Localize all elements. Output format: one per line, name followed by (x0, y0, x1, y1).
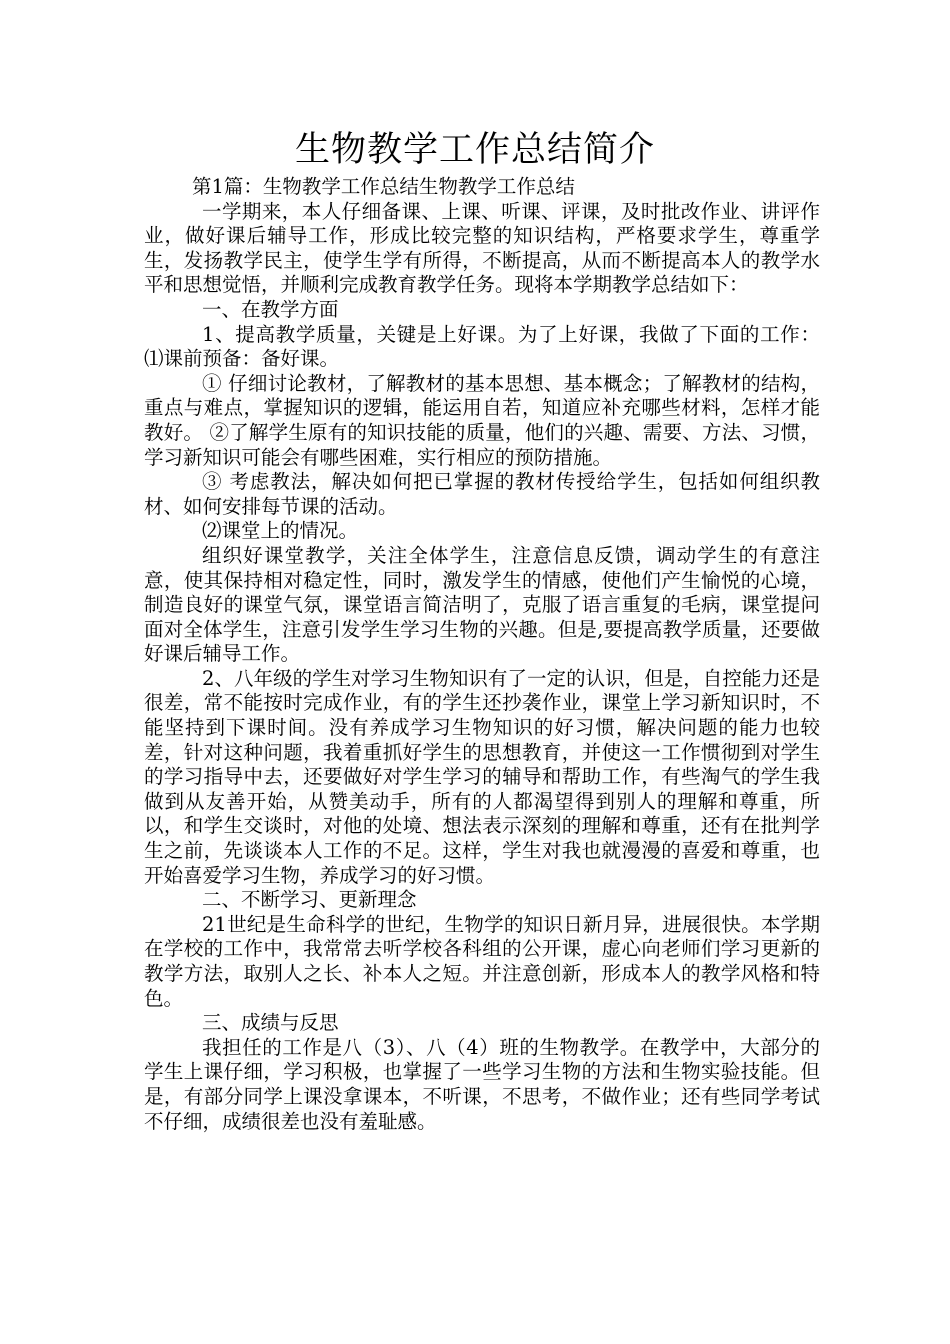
paragraph-classroom-heading: ⑵课堂上的情况。 (202, 519, 359, 543)
paragraph-intro: 一学期来，本人仔细备课、上课、听课、评课，及时批改作业、讲评作业，做好课后辅导工作，形成比较完整的知识结构，严格要求学生，尊重学生，发扬教学民主，使学生学有所得，不断提高，从而不断提高本人的教学水平和思想觉悟，并顺利完成教育教学任务。现将本学期教学总结如下： (144, 199, 820, 297)
section-heading-results: 三、成绩与反思 (202, 1011, 339, 1035)
paragraph-prep-3: ③ 考虑教法，解决如何把已掌握的教材传授给学生，包括如何组织教材、如何安排每节课的活动。 (144, 470, 820, 518)
paragraph-subtitle: 第1篇：生物教学工作总结生物教学工作总结 (192, 175, 575, 198)
document-body (144, 175, 820, 1134)
paragraph-item-1: 1、提高教学质量，关键是上好课。为了上好课，我做了下面的工作： ⑴课前预备：备好课。 (144, 322, 820, 371)
paragraph-item-2: 2、八年级的学生对学习生物知识有了一定的认识，但是，自控能力还是很差，常不能按时完成作业，有的学生还抄袭作业，课堂上学习新知识时，不能坚持到下课时间。没有养成学习生物知识的好习惯，解决问题的能力也较差，针对这种问题，我着重抓好学生的思想教育，并使这一工作惯彻到对学生的学习指导中去，还要做好对学生学习的辅导和帮助工作，有些淘气的学生我做到从友善开始，从赞美动手，所有的人都渴望得到别人的理解和尊重，所以，和学生交谈时，对他的处境、想法表示深刻的理解和尊重，还有在批判学生之前，先谈谈本人工作的不足。这样，学生对我也就漫漫的喜爱和尊重，也开始喜爱学习生物，养成学习的好习惯。 (144, 666, 820, 887)
paragraph-classroom: 组织好课堂教学，关注全体学生，注意信息反馈，调动学生的有意注意，使其保持相对稳定性，同时，激发学生的情感，使他们产生愉悦的心境，制造良好的课堂气氛，课堂语言简洁明了，克服了语言重复的毛病，课堂提问面对全体学生，注意引发学生学习生物的兴趣。但是,要提高教学质量，还要做好课后辅导工作。 (144, 543, 820, 666)
paragraph-results: 我担任的工作是八（3）、八（4）班的生物教学。在教学中，大部分的学生上课仔细，学习积极，也掌握了一些学习生物的方法和生物实验技能。但是，有部分同学上课没拿课本，不听课，不思考，不做作业；还有些同学考试不仔细，成绩很差也没有羞耻感。 (144, 1035, 820, 1133)
paragraph-learning: 21世纪是生命科学的世纪，生物学的知识日新月异，进展很快。本学期在学校的工作中，我常常去听学校各科组的公开课，虚心向老师们学习更新的教学方法，取别人之长、补本人之短。并注意创新，形成本人的教学风格和特色。 (144, 912, 820, 1010)
paragraph-prep-1-2: ① 仔细讨论教材，了解教材的基本思想、基本概念；了解教材的结构，重点与难点，掌握知识的逻辑，能运用自若，知道应补充哪些材料，怎样才能教好。 ②了解学生原有的知识技能的质量，他们的兴趣、需要、方法、习惯，学习新知识可能会有哪些困难，实行相应的预防措施。 (144, 371, 820, 469)
section-heading-learning: 二、不断学习、更新理念 (202, 888, 417, 912)
section-heading-teaching: 一、在教学方面 (202, 297, 339, 321)
document-title: 生物教学工作总结简介 (294, 130, 655, 170)
